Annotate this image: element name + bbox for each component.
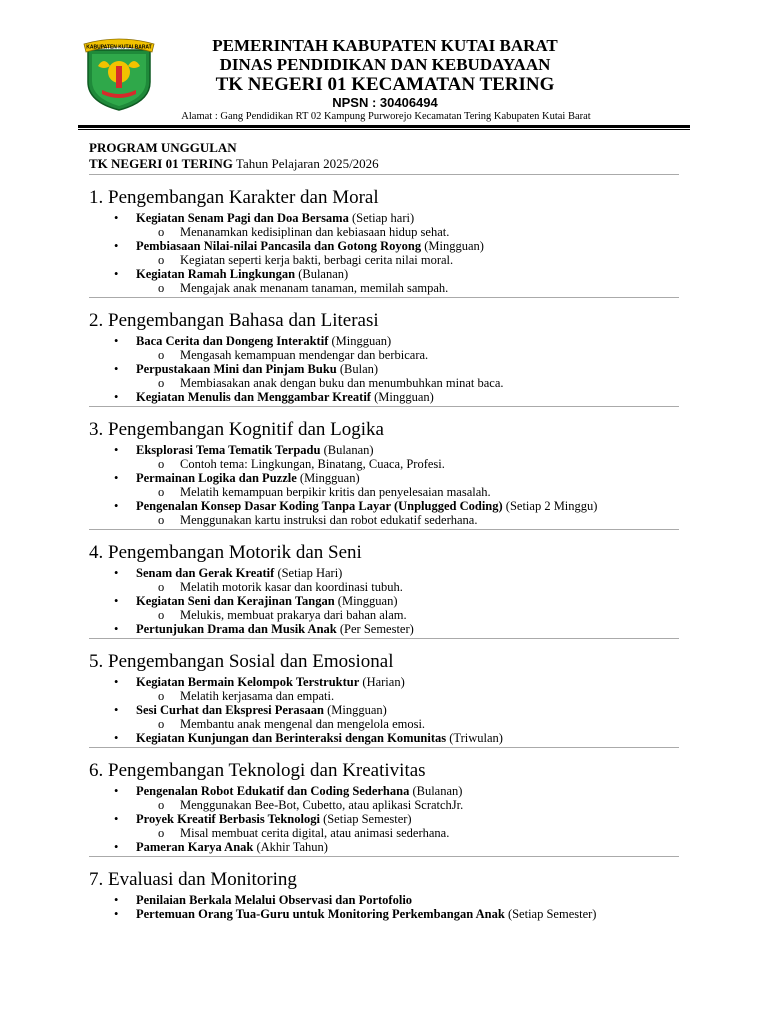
program-name: Kegiatan Kunjungan dan Berinteraksi dengan Komunitas [136,731,447,745]
program-name: Kegiatan Seni dan Kerajinan Tangan [136,594,335,608]
svg-text:KABUPATEN KUTAI BARAT: KABUPATEN KUTAI BARAT [86,44,152,51]
program-frequency: (Bulanan) [409,784,463,798]
program-detail-list [136,826,679,840]
program-item [114,703,679,731]
program-item [114,362,679,390]
program-item [114,812,679,840]
government-name: PEMERINTAH KABUPATEN KUTAI BARAT [212,36,558,55]
program-detail-list [136,689,679,703]
program-list [89,784,679,854]
program-name: Pertemuan Orang Tua-Guru untuk Monitoring Perkembangan Anak [136,907,505,921]
program-list [89,443,679,527]
program-frequency: (Akhir Tahun) [253,840,328,854]
section-heading: 5. Pengembangan Sosial dan Emosional [89,651,394,672]
program-item [114,390,679,404]
program-list [89,893,679,921]
program-name: Pengenalan Konsep Dasar Koding Tanpa Layar (Unplugged Coding) [136,499,503,513]
program-name: Pertunjukan Drama dan Musik Anak [136,622,337,636]
program-detail: o Mengajak anak menanam tanaman, memilah sampah. [158,281,679,295]
program-section [89,760,679,857]
program-frequency: (Harian) [359,675,405,689]
program-item [114,499,679,527]
program-section [89,869,679,921]
program-item [114,907,679,921]
program-detail-list [136,513,679,527]
program-detail-list [136,608,679,622]
program-detail-list [136,225,679,239]
section-divider [89,297,679,298]
document-body [89,140,679,921]
program-frequency: (Bulan) [336,362,379,376]
program-section [89,651,679,748]
program-detail: o Contoh tema: Lingkungan, Binatang, Cuaca, Profesi. [158,457,679,471]
program-item [114,471,679,499]
section-heading: 4. Pengembangan Motorik dan Seni [89,542,362,563]
program-frequency: (Bulanan) [295,267,349,281]
program-frequency: (Per Semester) [336,622,414,636]
program-detail-list [136,580,679,594]
program-detail-list [136,798,679,812]
program-item [114,622,679,636]
npsn-number: NPSN : 30406494 [332,95,438,110]
program-frequency: (Bulanan) [320,443,374,457]
program-item [114,334,679,362]
program-item [114,566,679,594]
program-item [114,893,679,907]
program-item [114,840,679,854]
document-subtitle [89,156,679,172]
program-name: Kegiatan Bermain Kelompok Terstruktur [136,675,360,689]
program-detail: o Menggunakan kartu instruksi dan robot edukatif sederhana. [158,513,679,527]
department-name: DINAS PENDIDIKAN DAN KEBUDAYAAN [219,55,551,74]
program-frequency: (Mingguan) [334,594,398,608]
program-name: Kegiatan Menulis dan Menggambar Kreatif [136,390,371,404]
document-title: PROGRAM UNGGULAN [89,140,237,155]
program-frequency: (Triwulan) [446,731,503,745]
program-frequency: (Setiap 2 Minggu) [502,499,598,513]
section-divider [89,638,679,639]
program-list [89,566,679,636]
program-name: Pengenalan Robot Edukatif dan Coding Sederhana [136,784,410,798]
document-school: TK NEGERI 01 TERING [89,156,233,171]
program-detail: o Menanamkan kedisiplinan dan kebiasaan hidup sehat. [158,225,679,239]
program-item [114,443,679,471]
program-name: Kegiatan Ramah Lingkungan [136,267,296,281]
program-name: Senam dan Gerak Kreatif [136,566,275,580]
program-frequency: (Mingguan) [328,334,392,348]
program-detail: o Membiasakan anak dengan buku dan menumbuhkan minat baca. [158,376,679,390]
section-divider [89,529,679,530]
program-section [89,542,679,639]
program-frequency: (Mingguan) [296,471,360,485]
school-address: Alamat : Gang Pendidikan RT 02 Kampung Purworejo Kecamatan Tering Kabupaten Kutai Barat [181,111,591,122]
program-detail: o Melukis, membuat prakarya dari bahan alam. [158,608,679,622]
section-heading: 6. Pengembangan Teknologi dan Kreativitas [89,760,426,781]
program-frequency: (Mingguan) [324,703,387,717]
program-item [114,675,679,703]
program-detail-list [136,485,679,499]
section-heading: 3. Pengembangan Kognitif dan Logika [89,419,384,440]
program-item [114,594,679,622]
program-list [89,675,679,745]
program-detail-list [136,376,679,390]
program-detail: o Mengasah kemampuan mendengar dan berbicara. [158,348,679,362]
program-detail: o Melatih motorik kasar dan koordinasi tubuh. [158,580,679,594]
program-detail: o Kegiatan seperti kerja bakti, berbagi cerita nilai moral. [158,253,679,267]
program-detail-list [136,281,679,295]
program-name: Baca Cerita dan Dongeng Interaktif [136,334,329,348]
program-sections [89,187,679,921]
program-section [89,310,679,407]
program-item [114,731,679,745]
program-item [114,267,679,295]
program-detail: o Melatih kemampuan berpikir kritis dan penyelesaian masalah. [158,485,679,499]
section-divider [89,174,679,175]
section-heading: 2. Pengembangan Bahasa dan Literasi [89,310,379,331]
letterhead-rule-thin [78,129,690,130]
school-name: TK NEGERI 01 KECAMATAN TERING [215,74,555,95]
section-heading: 1. Pengembangan Karakter dan Moral [89,187,379,208]
program-frequency: (Setiap Hari) [274,566,343,580]
program-detail: o Membantu anak mengenal dan mengelola emosi. [158,717,679,731]
program-detail-list [136,457,679,471]
program-name: Pembiasaan Nilai-nilai Pancasila dan Gotong Royong [136,239,422,253]
program-detail: o Menggunakan Bee-Bot, Cubetto, atau aplikasi ScratchJr. [158,798,679,812]
program-name: Proyek Kreatif Berbasis Teknologi [136,812,320,826]
program-detail-list [136,253,679,267]
program-name: Pameran Karya Anak [136,840,254,854]
letterhead-rule-thick [78,125,690,128]
program-frequency: (Mingguan) [370,390,434,404]
program-name: Eksplorasi Tema Tematik Terpadu [136,443,321,457]
program-frequency: (Setiap Semester) [504,907,597,921]
section-divider [89,856,679,857]
program-detail-list [136,717,679,731]
letterhead [0,0,768,130]
program-list [89,211,679,295]
regency-emblem-icon [82,36,156,112]
section-divider [89,747,679,748]
program-section [89,419,679,530]
program-frequency: (Mingguan) [421,239,484,253]
program-detail: o Melatih kerjasama dan empati. [158,689,679,703]
section-divider [89,406,679,407]
program-detail: o Misal membuat cerita digital, atau animasi sederhana. [158,826,679,840]
program-item [114,784,679,812]
program-name: Perpustakaan Mini dan Pinjam Buku [136,362,337,376]
program-name: Penilaian Berkala Melalui Observasi dan Portofolio [136,893,413,907]
program-name: Kegiatan Senam Pagi dan Doa Bersama [136,211,349,225]
program-frequency: (Setiap Semester) [319,812,412,826]
program-section [89,187,679,298]
program-item [114,239,679,267]
program-name: Permainan Logika dan Puzzle [136,471,297,485]
document-year: Tahun Pelajaran 2025/2026 [232,156,379,171]
program-item [114,211,679,239]
program-name: Sesi Curhat dan Ekspresi Perasaan [136,703,324,717]
section-heading: 7. Evaluasi dan Monitoring [89,869,297,890]
program-frequency: (Setiap hari) [348,211,415,225]
program-list [89,334,679,404]
program-detail-list [136,348,679,362]
